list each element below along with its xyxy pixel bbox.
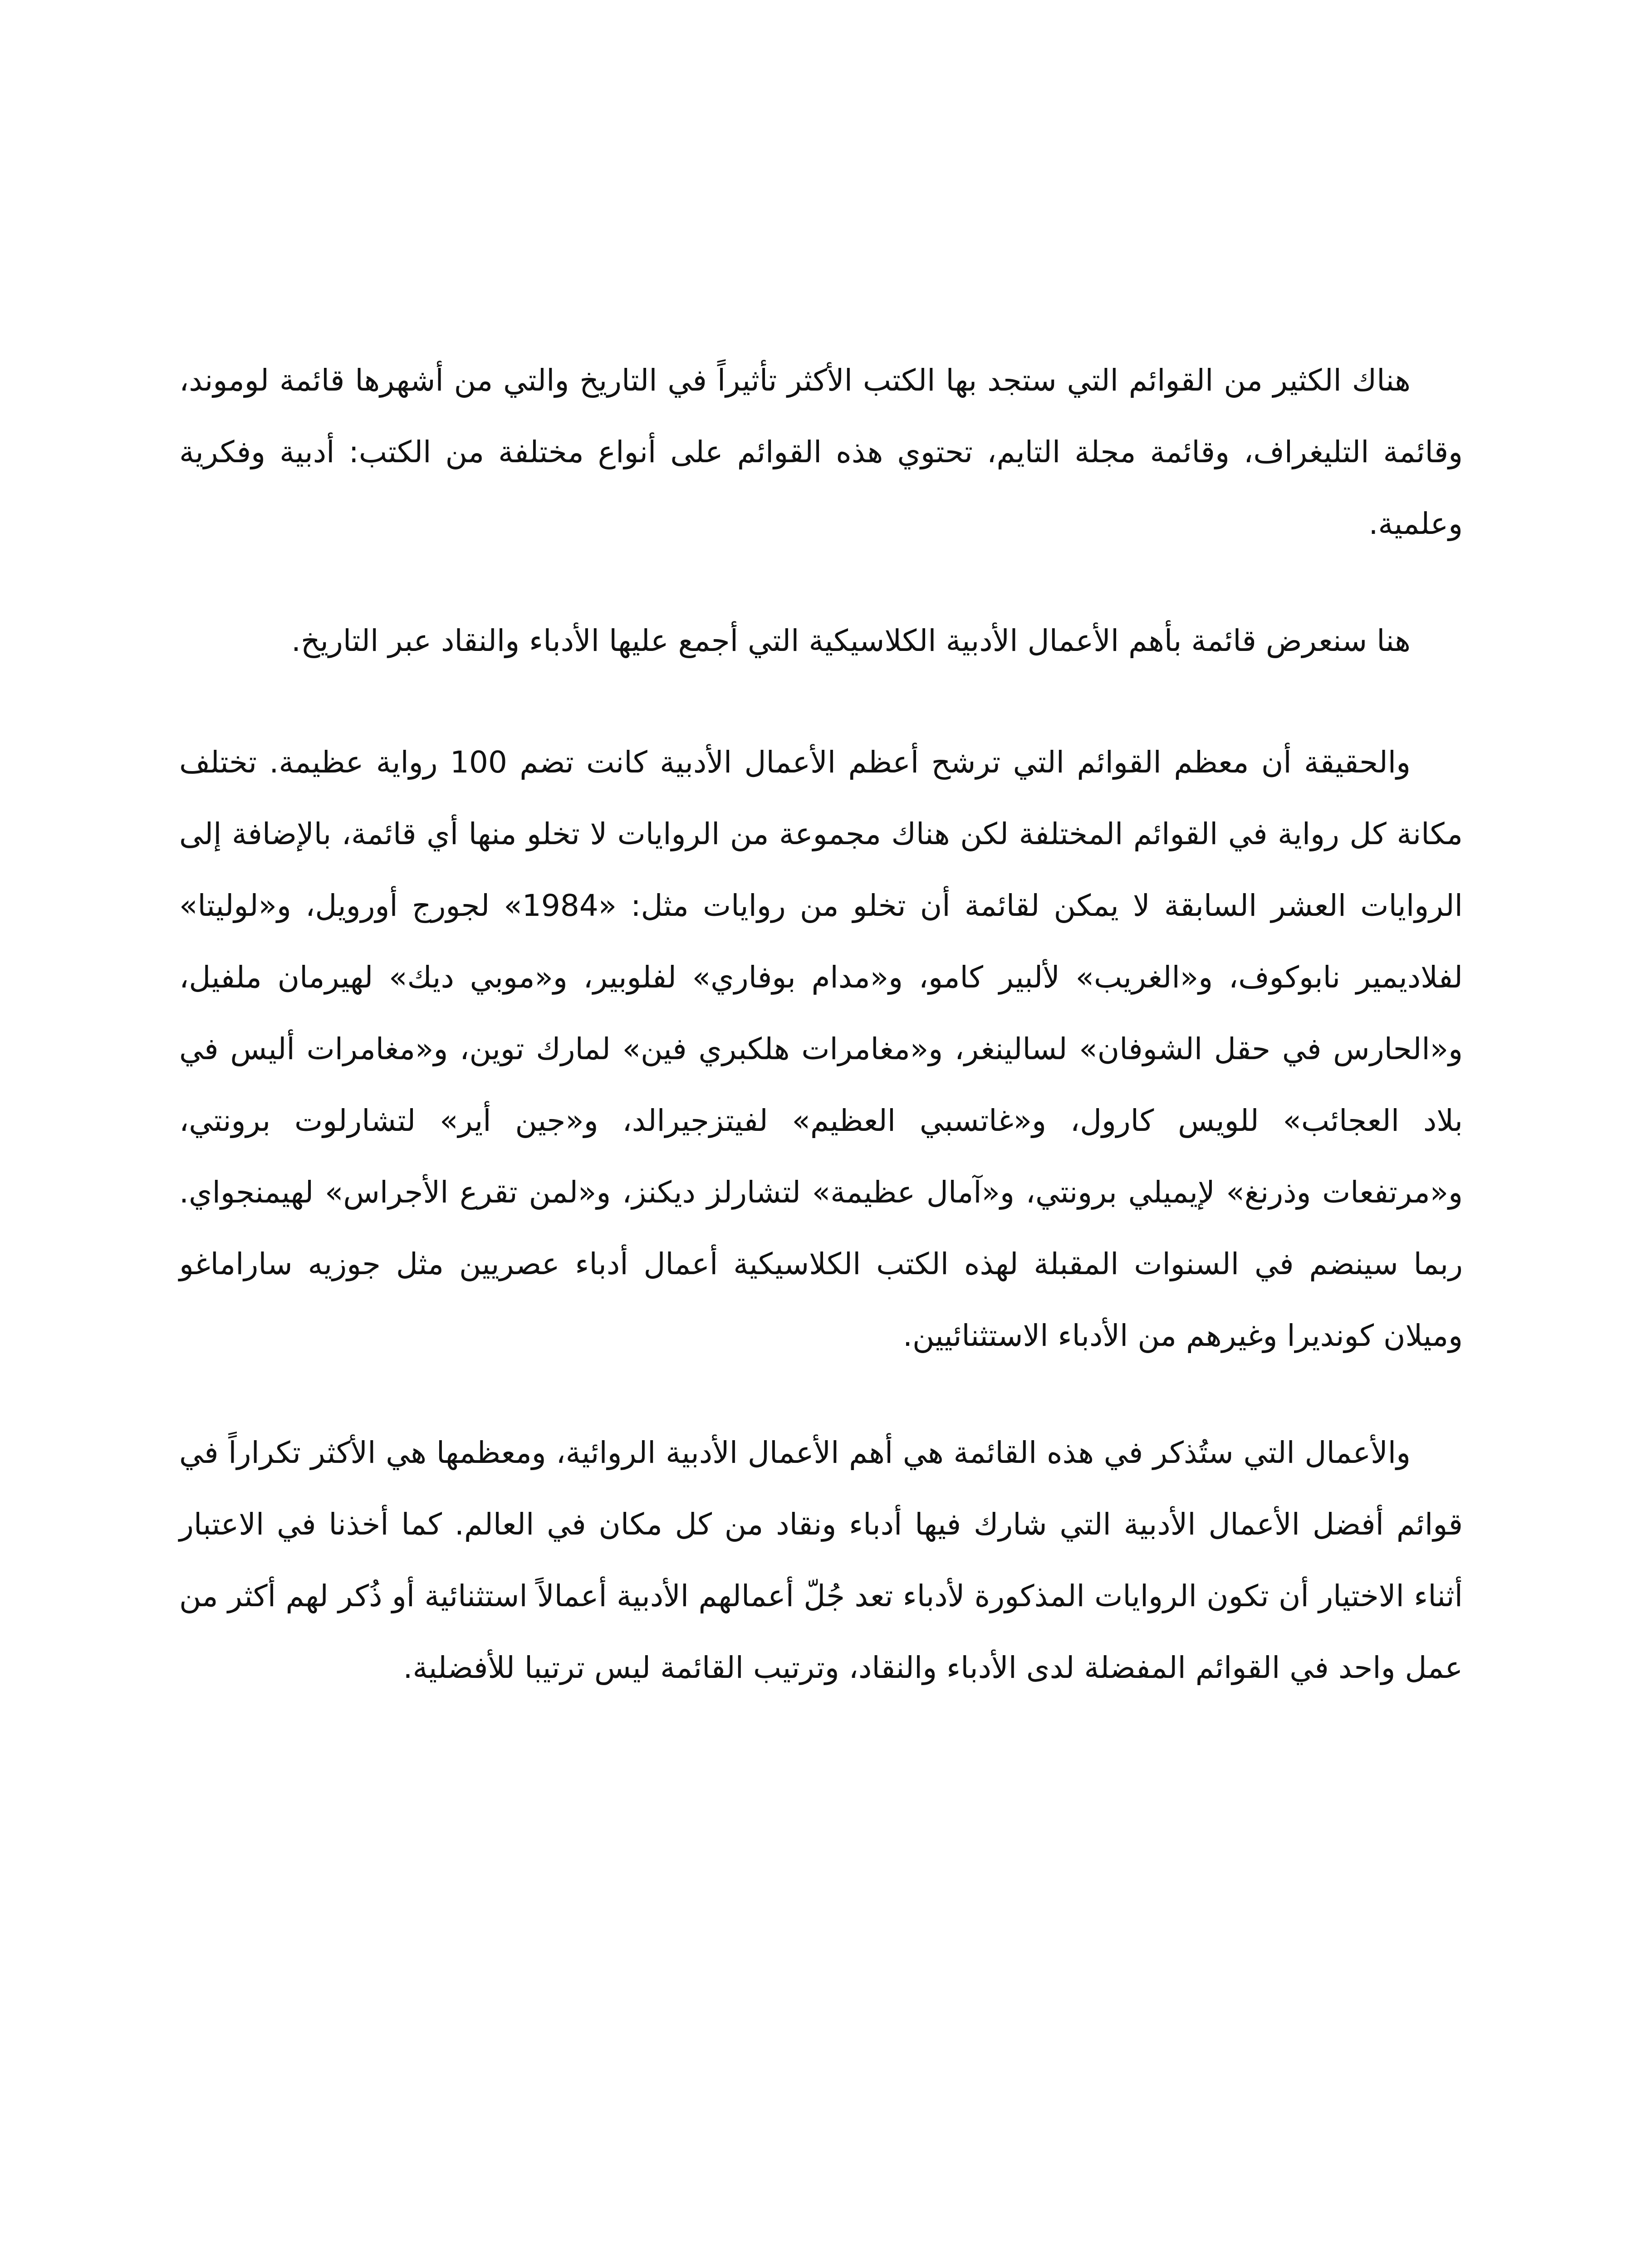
- paragraph-3: والحقيقة أن معظم القوائم التي ترشح أعظم الأعمال الأدبية كانت تضم 100 رواية عظيمة. تختلف مكانة كل رواية في القوائم المختلفة لكن هناك مجموعة من الروايات لا تخلو منها أي قائمة، بالإضافة إلى الروايات العشر السابقة لا يمكن لقائمة أن تخلو من روايات مثل: «1984» لجورج أورويل، و«لوليتا» لفلاديمير نابوكوف، و«الغريب» لألبير كامو، و«مدام بوفاري» لفلوبير، و«موبي ديك» لهيرمان ملفيل، و«الحارس في حقل الشوفان» لسالينغر، و«مغامرات هلكبري فين» لمارك توين، و«مغامرات أليس في بلاد العجائب» للويس كارول، و«غاتسبي العظيم» لفيتزجيرالد، و«جين أير» لتشارلوت برونتي، و«مرتفعات وذرنغ» لإيميلي برونتي، و«آمال عظيمة» لتشارلز ديكنز، و«لمن تقرع الأجراس» لهيمنجواي. ربما سينضم في السنوات المقبلة لهذه الكتب الكلاسيكية أعمال أدباء عصريين مثل جوزيه ساراماغو وميلان كونديرا وغيرهم من الأدباء الاستثنائيين.: [179, 745, 1463, 1353]
- paragraph-1: هناك الكثير من القوائم التي ستجد بها الكتب الأكثر تأثيراً في التاريخ والتي من أشهرها قائمة لوموند، وقائمة التليغراف، وقائمة مجلة التايم، تحتوي هذه القوائم على أنواع مختلفة من الكتب: أدبية وفكرية وعلمية.: [179, 363, 1463, 541]
- paragraph-2: هنا سنعرض قائمة بأهم الأعمال الأدبية الكلاسيكية التي أجمع عليها الأدباء والنقاد عبر التاريخ.: [291, 623, 1411, 658]
- paragraph-4: والأعمال التي ستُذكر في هذه القائمة هي أهم الأعمال الأدبية الروائية، ومعظمها هي الأكثر تكراراً في قوائم أفضل الأعمال الأدبية التي شارك فيها أدباء ونقاد من كل مكان في العالم. كما أخذنا في الاعتبار أثناء الاختيار أن تكون الروايات المذكورة لأدباء تعد جُلّ أعمالهم الأدبية أعمالاً استثنائية أو ذُكر لهم أكثر من عمل واحد في القوائم المفضلة لدى الأدباء والنقاد، وترتيب القائمة ليس ترتيبا للأفضلية.: [179, 1435, 1463, 1685]
